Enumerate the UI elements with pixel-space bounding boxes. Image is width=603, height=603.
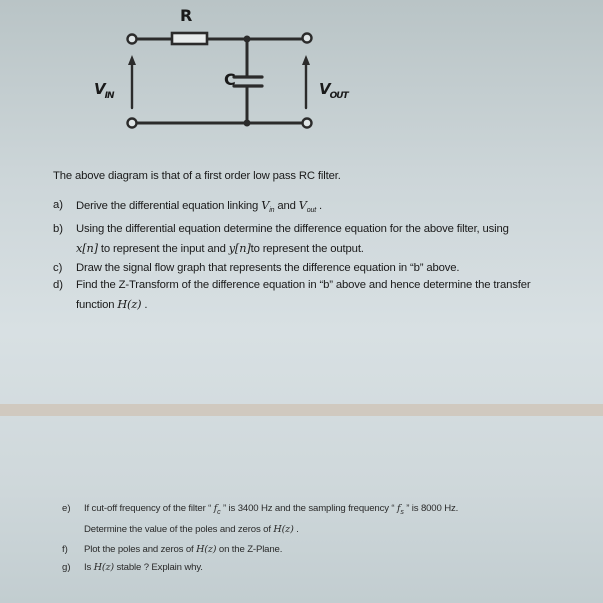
question-f-label: f) [62,544,68,555]
qg-post: stable ? Explain why. [114,562,203,573]
question-a-text [76,199,322,214]
qe2-post: . [293,524,299,535]
capacitor-label: C [224,70,236,89]
question-b-text-line2 [76,242,364,255]
vout-main: V [319,80,330,98]
intro-text: The above diagram is that of a first order low pass RC filter. [53,170,341,182]
y-n-symbol: y[n] [228,242,251,255]
vout-symbol: V [298,199,307,212]
question-d-text-line1: Find the Z-Transform of the difference equation in “b” above and hence determine the transfer [76,279,531,291]
vout-symbol-sub: out [306,207,317,214]
qe-post: ” is 8000 Hz. [403,503,459,514]
question-b-text-line1: Using the differential equation determine the difference equation for the above filter, using [76,223,509,235]
vout-sub: OUT [329,91,348,101]
rc-lowpass-circuit-diagram [0,0,603,150]
fs-symbol-sub: s [400,509,404,516]
question-f-text [84,544,282,555]
circuit-schematic-icon [0,0,603,150]
vin-main: V [94,80,105,98]
qa-post: . [316,200,323,212]
qe-mid: ” is 3400 Hz and the sampling frequency “ [220,503,397,514]
qf-pre: Plot the poles and zeros of [84,544,197,555]
question-g-text [84,562,203,573]
question-d-label: d) [53,279,64,291]
qf-post: on the Z-Plane. [216,544,283,555]
question-e-label: e) [62,503,71,514]
qd-post: . [141,299,148,311]
question-g-label: g) [62,562,71,573]
question-d-text-line2 [76,298,147,311]
question-b-label: b) [53,223,64,235]
vin-sub: IN [104,91,114,101]
x-n-symbol: x[n] [76,242,98,255]
fs-symbol: f [396,503,401,514]
h-z-symbol: H(z) [273,524,294,535]
vin-label [94,80,114,101]
fc-symbol: f [213,503,218,514]
qd-pre: function [76,299,118,311]
qe-pre: If cut-off frequency of the filter “ [84,503,214,514]
qa-mid: and [274,200,299,212]
fc-symbol-sub: c [217,509,221,516]
qb-post: to represent the output. [250,243,364,255]
vout-label [319,80,348,101]
qb-mid: to represent the input and [97,243,229,255]
qa-pre: Derive the differential equation linking [76,200,262,212]
h-z-symbol: H(z) [196,544,217,555]
page-divider [0,404,603,416]
h-z-symbol: H(z) [93,562,114,573]
question-e-text-line2 [84,524,299,535]
question-c-label: c) [53,262,63,274]
question-a-label: a) [53,199,64,211]
h-z-symbol: H(z) [117,298,142,311]
question-c-text: Draw the signal flow graph that represents the difference equation in “b” above. [76,262,460,274]
qe2-pre: Determine the value of the poles and zeros of [84,524,274,535]
qg-pre: Is [84,562,94,573]
vin-symbol-sub: in [269,207,275,214]
resistor-label: R [180,6,193,25]
question-e-text-line1 [84,503,458,516]
vin-symbol: V [261,199,270,212]
